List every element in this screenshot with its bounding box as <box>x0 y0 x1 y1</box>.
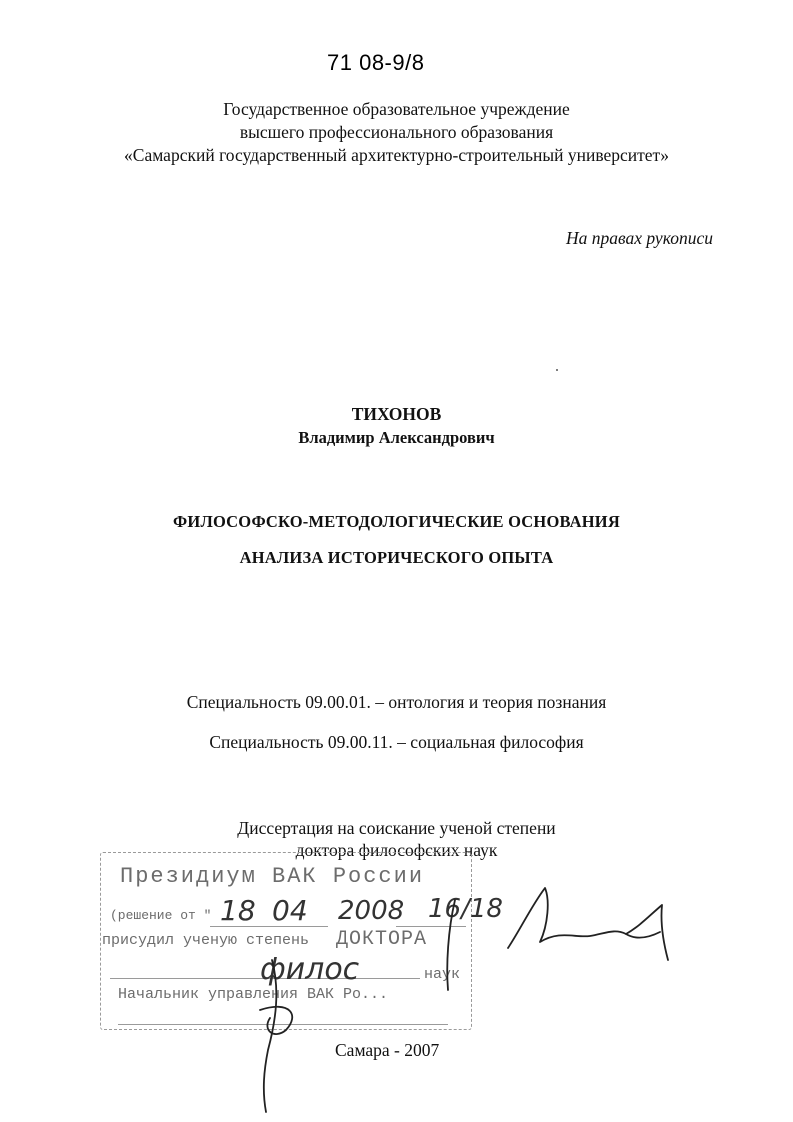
dissertation-line-1: Диссертация на соискание ученой степени <box>237 818 556 838</box>
stamp-field: филос <box>260 952 360 987</box>
stamp-day: 18 <box>220 894 256 927</box>
institution-line-3: «Самарский государственный архитектурно-строительный университет» <box>124 145 669 165</box>
stamp-year: 2008 <box>338 896 405 926</box>
rights-note: На правах рукописи <box>566 228 713 248</box>
signature-stroke-main <box>508 888 660 948</box>
author-surname: ТИХОНОВ <box>351 404 442 424</box>
document-code: 71 08-9/8 <box>327 50 425 75</box>
stamp-sciences-label: наук <box>424 966 461 983</box>
signature-stroke-tail <box>626 905 668 960</box>
author-name: Владимир Александрович <box>298 428 495 447</box>
stamp-number: 16/18 <box>428 894 503 924</box>
stamp-head-label: Начальник управления ВАК Ро... <box>118 986 389 1003</box>
institution-line-1: Государственное образовательное учреждение <box>223 99 570 119</box>
title-line-1: ФИЛОСОФСКО-МЕТОДОЛОГИЧЕСКИЕ ОСНОВАНИЯ <box>173 512 620 531</box>
signature-stroke-flourish <box>264 960 277 1112</box>
stamp-title: Президиум ВАК России <box>120 864 425 889</box>
specialty-1: Специальность 09.00.01. – онтология и теория познания <box>186 692 607 712</box>
stamp-awarded-label: присудил ученую степень <box>102 932 310 949</box>
specialty-2: Специальность 09.00.11. – социальная философия <box>209 732 584 752</box>
title-line-2: АНАЛИЗА ИСТОРИЧЕСКОГО ОПЫТА <box>239 548 554 567</box>
stamp-month: 04 <box>272 894 308 927</box>
signature-stroke-slash <box>447 900 455 990</box>
dissertation-line-2: доктора философских наук <box>295 840 498 860</box>
stamp-decision-label: (решение от " <box>110 908 212 923</box>
institution-line-2: высшего профессионального образования <box>239 122 554 142</box>
stamp-degree: ДОКТОРА <box>336 928 428 951</box>
city-year: Самара - 2007 <box>335 1040 440 1060</box>
